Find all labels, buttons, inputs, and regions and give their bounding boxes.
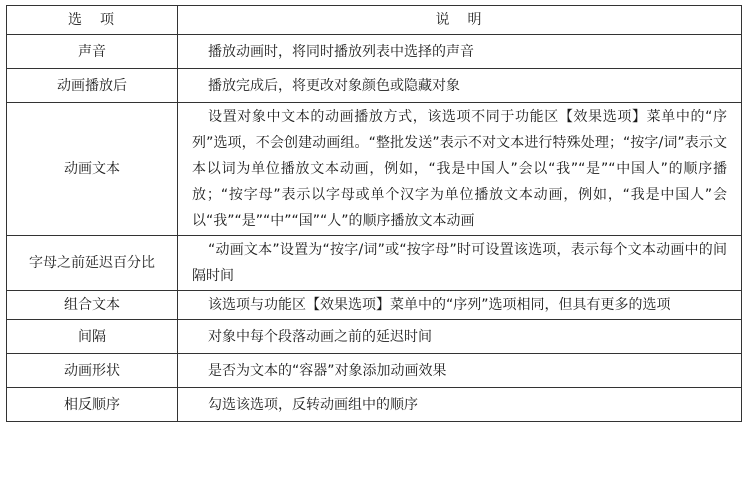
option-name: 组合文本 [7,291,178,320]
table-row [7,35,742,69]
option-description: 该选项与功能区【效果选项】菜单中的“序列”选项相同，但具有更多的选项 [178,291,742,320]
table-row [7,69,742,103]
table-row [7,320,742,354]
option-description: 勾选该选项，反转动画组中的顺序 [178,388,742,422]
option-name: 声音 [7,35,178,69]
option-name: 动画文本 [7,103,178,236]
options-table [6,5,742,422]
option-description: 播放动画时，将同时播放列表中选择的声音 [178,35,742,69]
option-name: 动画形状 [7,354,178,388]
option-description: 是否为文本的“容器”对象添加动画效果 [178,354,742,388]
option-description: “动画文本”设置为“按字/词”或“按字母”时可设置该选项，表示每个文本动画中的间隔时间 [178,236,742,291]
option-name: 间隔 [7,320,178,354]
header-description: 说 明 [178,6,742,35]
table-row [7,236,742,291]
table-row [7,291,742,320]
table-row [7,103,742,236]
option-description: 播放完成后，将更改对象颜色或隐藏对象 [178,69,742,103]
header-option: 选 项 [7,6,178,35]
table-row [7,388,742,422]
option-name: 相反顺序 [7,388,178,422]
option-description: 设置对象中文本的动画播放方式，该选项不同于功能区【效果选项】菜单中的“序列”选项，不会创建动画组。“整批发送”表示不对文本进行特殊处理；“按字/词”表示文本以词为单位播放文本动画，例如，“我是中国人”会以“我”“是”“中国人”的顺序播放；“按字母”表示以字母或单个汉字为单位播放文本动画，例如，“我是中国人”会以“我”“是”“中”“国”“人”的顺序播放文本动画 [178,103,742,236]
option-description: 对象中每个段落动画之前的延迟时间 [178,320,742,354]
table-row [7,354,742,388]
table-header-row [7,6,742,35]
option-name: 字母之前延迟百分比 [7,236,178,291]
option-name: 动画播放后 [7,69,178,103]
